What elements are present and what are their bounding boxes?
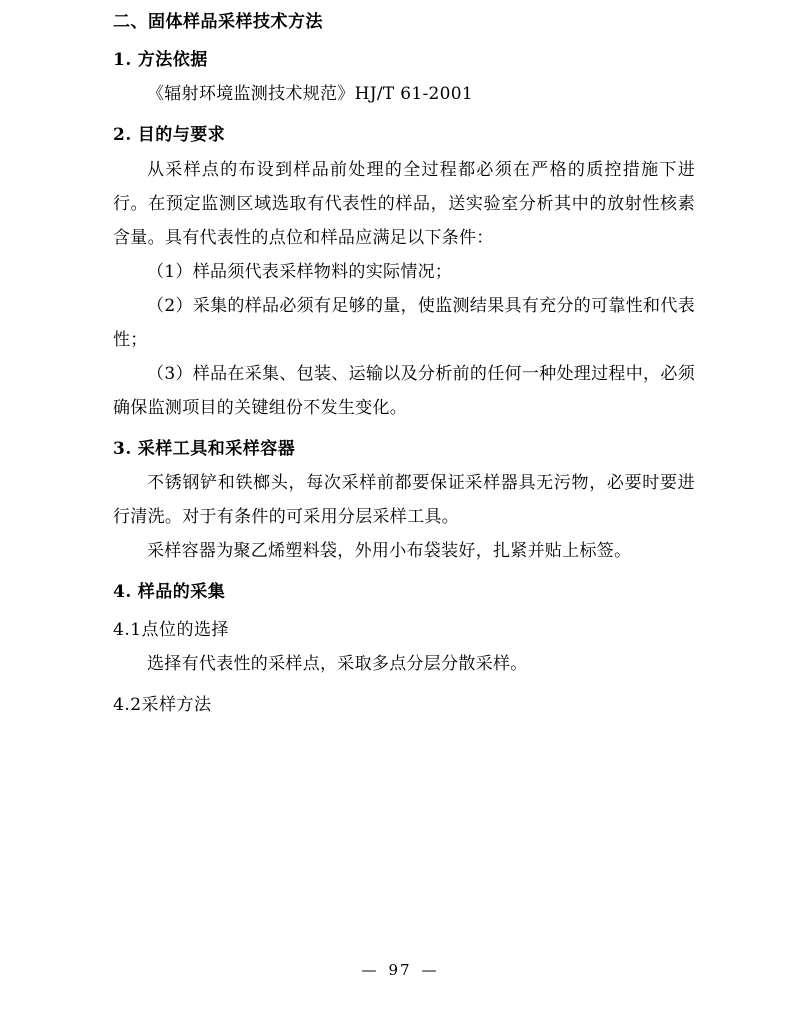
subsection-title-4-2: 采样方法 — [141, 695, 212, 715]
section-title-1: 方法依据 — [137, 49, 208, 70]
subsection-4-1-paragraph-1: 选择有代表性的采样点，采取多点分层分散采样。 — [147, 654, 528, 674]
section-3-paragraph-1: 不锈钢铲和铁榔头，每次采样前都要保证采样器具无污物，必要时要进行清洗。对于有条件的可采用分层采样工具。 — [113, 473, 695, 527]
section-number-4: 4. — [113, 582, 132, 602]
section-3-paragraph-2: 采样容器为聚乙烯塑料袋，外用小布袋装好，扎紧并贴上标签。 — [147, 541, 632, 561]
section-heading-3 — [113, 437, 695, 463]
subsection-heading-4-1 — [113, 618, 695, 644]
section-2-paragraph-3: （2）采集的样品必须有足够的量，使监测结果具有充分的可靠性和代表性； — [113, 295, 695, 350]
page-title: 二、固体样品采样技术方法 — [113, 12, 323, 32]
section-2-paragraph-2: （1）样品须代表采样物料的实际情况； — [147, 261, 453, 282]
section-1-paragraph-1: 《辐射环境监测技术规范》HJ/T 61-2001 — [147, 84, 473, 104]
subsection-heading-4-2 — [113, 693, 695, 719]
footer-dash-right: — — [421, 961, 439, 979]
subsection-number-4-2: 4.2 — [113, 695, 142, 715]
section-2-paragraph-4: （3）样品在采集、包装、运输以及分析前的任何一种处理过程中，必须确保监测项目的关键组份不发生变化。 — [113, 363, 695, 418]
section-number-2: 2. — [113, 125, 132, 145]
page-number: 97 — [388, 961, 412, 979]
section-2-paragraph-1: 从采样点的布设到样品前处理的全过程都必须在严格的质控措施下进行。在预定监测区域选取有代表性的样品，送实验室分析其中的放射性核素含量。具有代表性的点位和样品应满足以下条件： — [113, 159, 695, 248]
section-number-1: 1. — [113, 49, 132, 70]
section-heading-4 — [113, 580, 695, 606]
footer-dash-left: — — [361, 961, 379, 979]
subsection-number-4-1: 4.1 — [113, 619, 142, 640]
section-heading-1 — [113, 48, 695, 74]
section-title-3: 采样工具和采样容器 — [137, 438, 296, 459]
section-heading-2 — [113, 123, 695, 149]
section-title-2: 目的与要求 — [137, 125, 226, 145]
section-title-4: 样品的采集 — [137, 582, 226, 602]
section-number-3: 3. — [113, 438, 132, 459]
subsection-title-4-1: 点位的选择 — [141, 619, 230, 640]
page-footer — [0, 961, 800, 979]
